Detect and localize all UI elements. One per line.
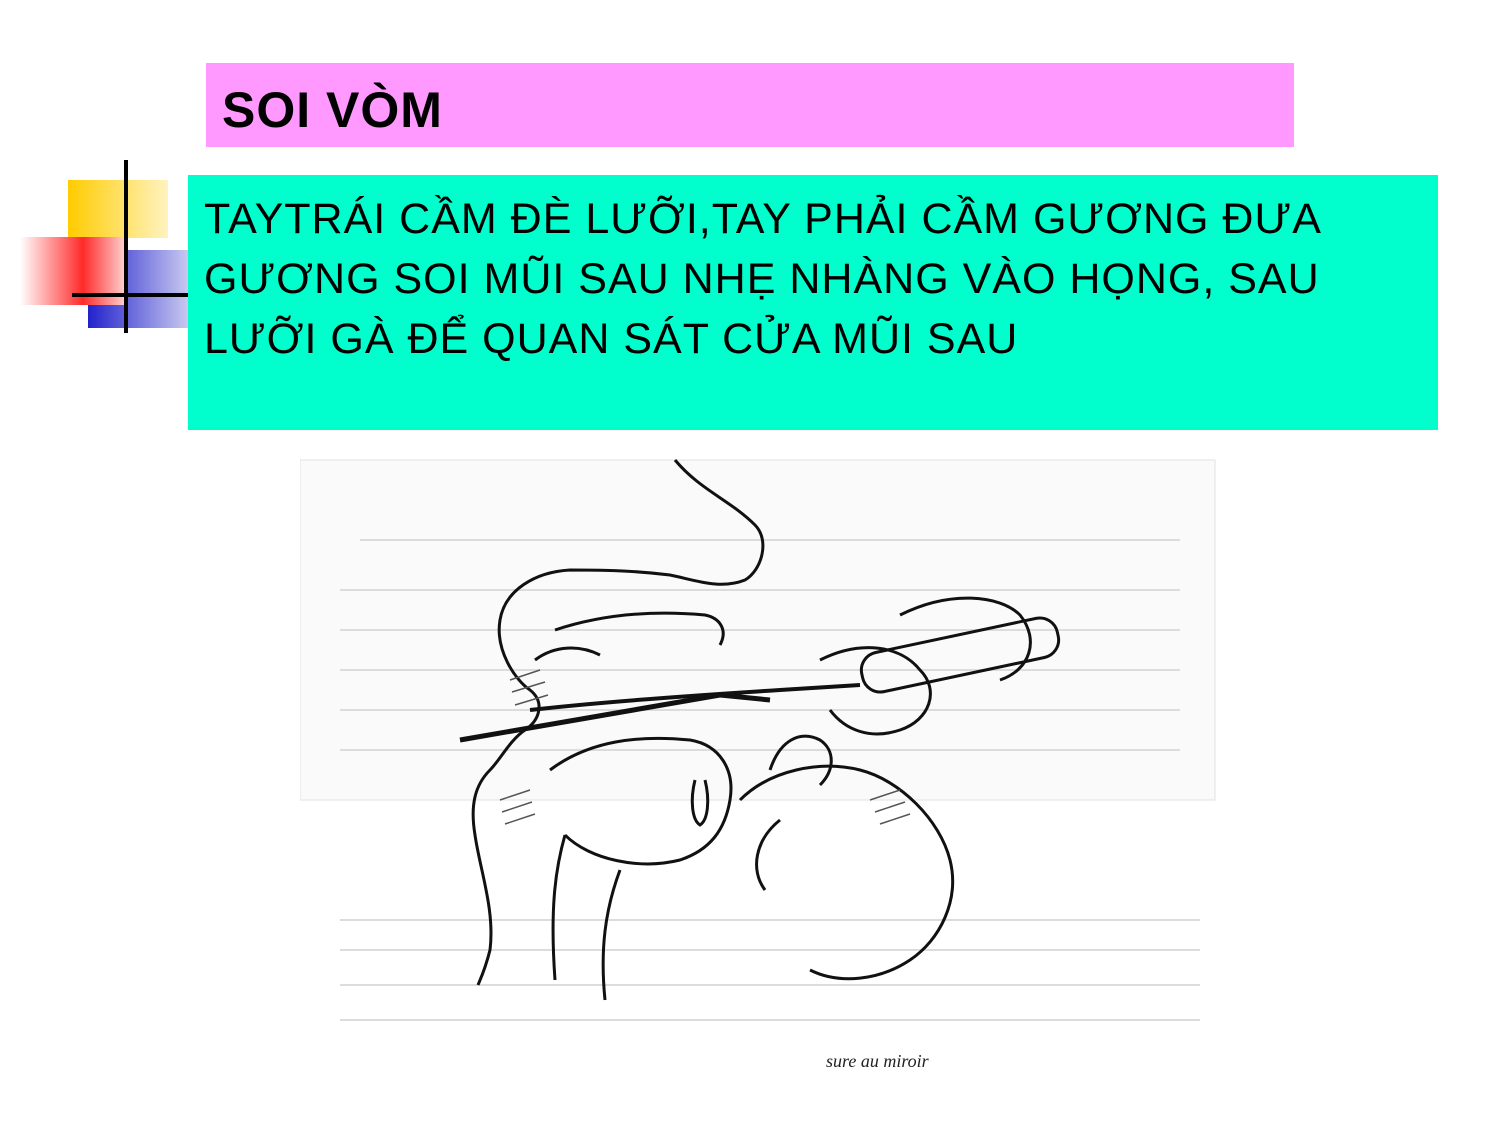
yellow-square [68,180,168,238]
illustration-drawing [300,440,1220,1070]
posterior-rhinoscopy-illustration [300,440,1220,1070]
slide-title: SOI VÒM [222,82,443,138]
title-banner [206,63,1294,147]
decorative-squares-graphic [0,155,200,345]
figure-caption: sure au miroir [826,1051,929,1071]
content-box [188,175,1438,430]
instruction-text: TAYTRÁI CẦM ĐÈ LƯỠI,TAY PHẢI CẦM GƯƠNG ĐƯA GƯƠNG SOI MŨI SAU NHẸ NHÀNG VÀO HỌNG, SAU LƯỠI GÀ ĐỂ QUAN SÁT CỬA MŨI SAU [204,195,1320,363]
decorative-squares [0,155,200,345]
